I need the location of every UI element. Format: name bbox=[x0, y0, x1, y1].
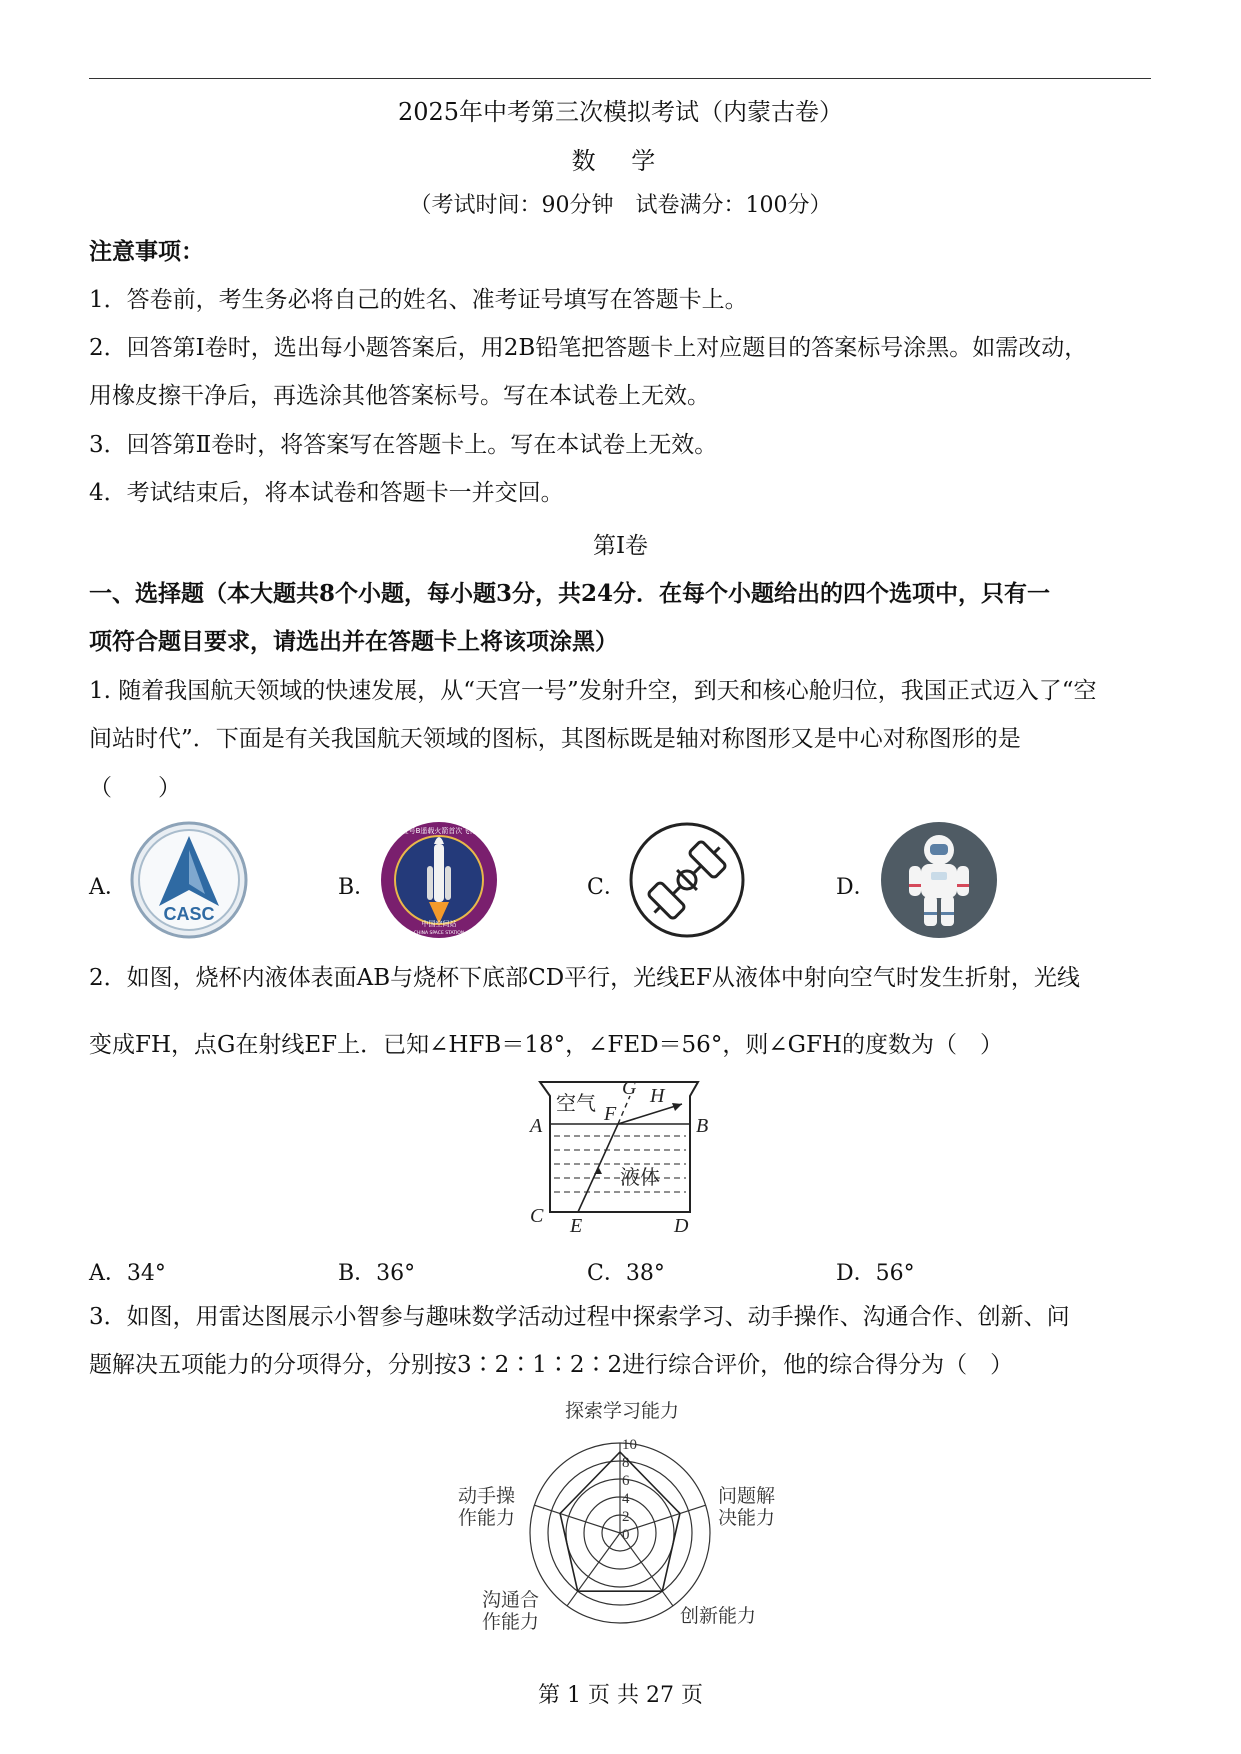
radar-axis-label-bl-2: 作能力 bbox=[482, 1611, 540, 1633]
q1-option-a-label: A． bbox=[89, 875, 127, 900]
notice-item-1: 1．答卷前，考生务必将自己的姓名、准考证号填写在答题卡上。 bbox=[89, 287, 748, 313]
radar-axis-label-right-2: 决能力 bbox=[718, 1507, 776, 1529]
liquid-label: 液体 bbox=[620, 1165, 660, 1189]
top-rule bbox=[89, 78, 1151, 79]
q2-line-1: 2．如图，烧杯内液体表面AB与烧杯下底部CD平行，光线EF从液体中射向空气时发生折射，光线 bbox=[89, 965, 1080, 991]
exam-subject: 数 学 bbox=[571, 147, 670, 175]
mission-patch-bottom-text: 中国空间站 bbox=[421, 920, 457, 928]
radar-tick-label-0: 0 bbox=[622, 1527, 630, 1543]
mission-patch-logo bbox=[379, 820, 499, 940]
q2-options bbox=[89, 1256, 1151, 1286]
volume-label: 第Ⅰ卷 bbox=[592, 533, 649, 559]
radar-spoke-5 bbox=[534, 1505, 620, 1533]
notice-heading: 注意事项： bbox=[89, 238, 204, 265]
satellite-logo bbox=[627, 820, 747, 940]
point-f-label: F bbox=[604, 1103, 617, 1125]
radar-spoke-3 bbox=[620, 1533, 673, 1606]
notice-item-2: 2．回答第Ⅰ卷时，选出每小题答案后，用2B铅笔把答题卡上对应题目的答案标号涂黑。如需改动， bbox=[89, 335, 1088, 361]
q2-option-c: C．38° bbox=[587, 1261, 665, 1286]
point-d-label: D bbox=[674, 1215, 689, 1232]
radar-axis-label-bl-1: 沟通合 bbox=[482, 1589, 540, 1611]
q2-option-b: B．36° bbox=[338, 1261, 416, 1286]
radar-axis-label-right-1: 问题解 bbox=[718, 1485, 776, 1507]
radar-axis-label-left-1: 动手操 bbox=[458, 1485, 516, 1507]
q3-line-2: 题解决五项能力的分项得分，分别按3∶2∶1∶2∶2进行综合评价，他的综合得分为（ ） bbox=[89, 1352, 1014, 1378]
air-label: 空气 bbox=[556, 1091, 596, 1115]
radar-tick-label-8: 8 bbox=[622, 1455, 630, 1471]
mission-patch-bottom-text-en: CHINA SPACE STATION bbox=[413, 931, 465, 936]
q2-option-a: A．34° bbox=[89, 1261, 166, 1286]
page-footer: 第 1 页 共 27 页 bbox=[538, 1683, 703, 1708]
radar-chart bbox=[440, 1395, 800, 1645]
section-heading-2: 项符合题目要求，请选出并在答题卡上将该项涂黑） bbox=[89, 628, 618, 655]
radar-axis-label-br: 创新能力 bbox=[680, 1605, 757, 1627]
point-h-label: H bbox=[650, 1085, 665, 1107]
q1-options bbox=[89, 820, 1151, 950]
casc-logo-text: CASC bbox=[163, 904, 215, 924]
point-g-label: G bbox=[622, 1077, 637, 1099]
notice-item-2-cont: 用橡皮擦干净后，再选涂其他答案标号。写在本试卷上无效。 bbox=[89, 383, 710, 409]
radar-tick-label-4: 4 bbox=[622, 1491, 630, 1507]
q1-line-2: 间站时代”．下面是有关我国航天领域的图标，其图标既是轴对称图形又是中心对称图形的是 bbox=[89, 726, 1021, 752]
q1-paren: （ ） bbox=[89, 775, 181, 801]
casc-logo bbox=[129, 820, 249, 940]
exam-title: 2025年中考第三次模拟考试（内蒙古卷） bbox=[397, 98, 844, 126]
beaker-figure bbox=[520, 1072, 720, 1232]
q2-line-2: 变成FH，点G在射线EF上．已知∠HFB＝18°，∠FED＝56°，则∠GFH的度数为（ ） bbox=[89, 1032, 1003, 1058]
q1-option-c-label: C． bbox=[587, 875, 626, 900]
radar-ticks bbox=[622, 1437, 637, 1543]
q1-option-b-label: B． bbox=[338, 875, 377, 900]
point-c-label: C bbox=[530, 1205, 544, 1227]
q1-line-1: 1. 随着我国航天领域的快速发展，从“天宫一号”发射升空，到天和核心舱归位，我国正式迈入了“空 bbox=[89, 678, 1097, 704]
mission-patch-text: 长征五号B遥载火箭首次飞行任务 bbox=[387, 827, 491, 835]
notice-item-4: 4．考试结束后，将本试卷和答题卡一并交回。 bbox=[89, 480, 564, 506]
radar-tick-label-6: 6 bbox=[622, 1473, 630, 1489]
point-b-label: B bbox=[696, 1115, 709, 1137]
radar-spoke-4 bbox=[567, 1533, 620, 1606]
point-a-label: A bbox=[530, 1115, 543, 1137]
radar-tick-label-2: 2 bbox=[622, 1509, 630, 1525]
q1-option-d-label: D． bbox=[836, 875, 876, 900]
radar-axis-label-top: 探索学习能力 bbox=[564, 1400, 680, 1422]
q2-option-d: D．56° bbox=[836, 1261, 915, 1286]
radar-axes bbox=[534, 1443, 705, 1606]
radar-tick-label-10: 10 bbox=[622, 1437, 637, 1453]
radar-spoke-2 bbox=[620, 1505, 706, 1533]
radar-axis-label-left-2: 作能力 bbox=[458, 1507, 516, 1529]
notice-item-3: 3．回答第Ⅱ卷时，将答案写在答题卡上。写在本试卷上无效。 bbox=[89, 432, 718, 458]
section-heading-1: 一、选择题（本大题共8个小题，每小题3分，共24分．在每个小题给出的四个选项中，只有一 bbox=[89, 580, 1051, 607]
point-e-label: E bbox=[570, 1215, 583, 1232]
exam-time-info: （考试时间：90分钟 试卷满分：100分） bbox=[409, 193, 832, 218]
astronaut-logo bbox=[879, 820, 999, 940]
q3-line-1: 3．如图，用雷达图展示小智参与趣味数学活动过程中探索学习、动手操作、沟通合作、创新、问 bbox=[89, 1304, 1070, 1330]
